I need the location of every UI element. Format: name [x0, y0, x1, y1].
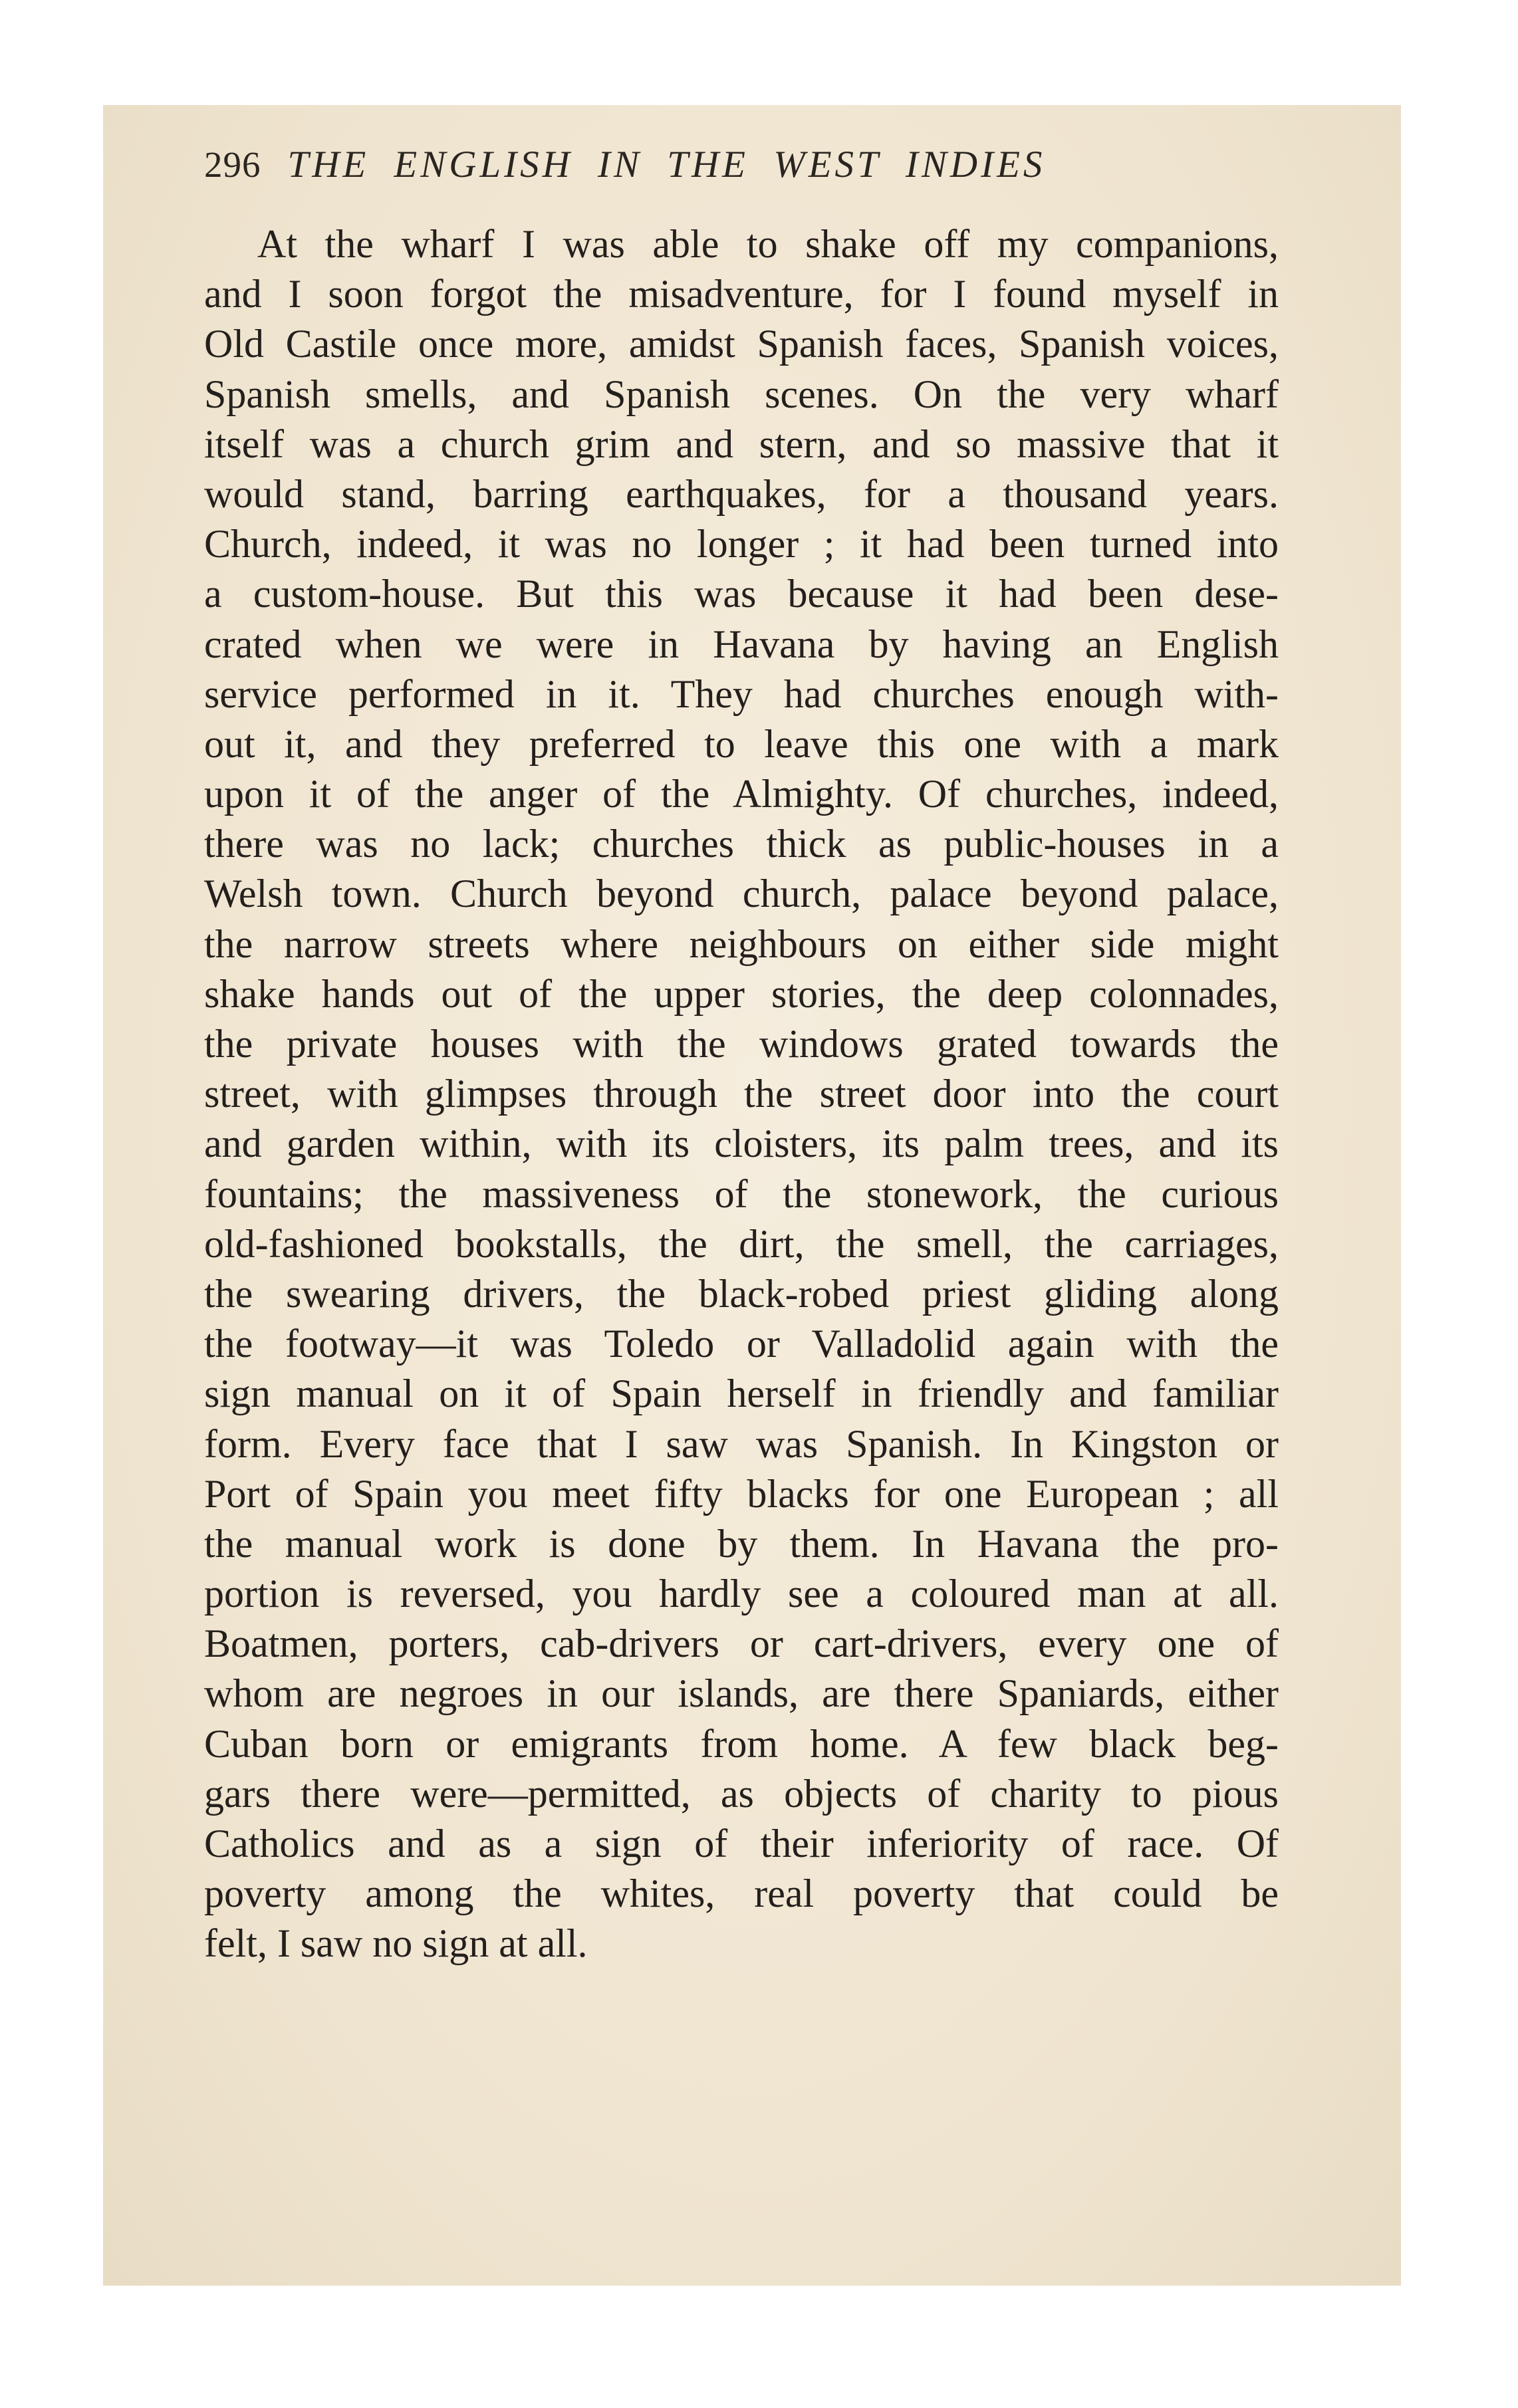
text-line: old-fashioned bookstalls, the dirt, the smell, the carriages, — [204, 1221, 1279, 1266]
text-line: Port of Spain you meet fifty blacks for one European ; all — [204, 1471, 1279, 1516]
text-line: upon it of the anger of the Almighty. Of churches, indeed, — [204, 772, 1279, 816]
text-line: the swearing drivers, the black-robed priest gliding along — [204, 1271, 1279, 1316]
text-line: Church, indeed, it was no longer ; it had been turned into — [204, 522, 1279, 566]
text-line: and I soon forgot the misadventure, for I found myself in — [204, 272, 1279, 316]
text-line: the narrow streets where neighbours on either side might — [204, 921, 1279, 966]
text-line: sign manual on it of Spain herself in friendly and familiar — [204, 1372, 1279, 1416]
text-line: there was no lack; churches thick as public-houses in a — [204, 822, 1279, 866]
text-line: itself was a church grim and stern, and so massive that it — [204, 421, 1279, 466]
text-line: Cuban born or emigrants from home. A few black beg- — [204, 1721, 1279, 1766]
text-line: the private houses with the windows grated towards the — [204, 1022, 1279, 1066]
text-line: whom are negroes in our islands, are there Spaniards, either — [204, 1671, 1279, 1716]
text-line: At the wharf I was able to shake off my companions, — [257, 222, 1279, 266]
text-line: crated when we were in Havana by having an English — [204, 622, 1279, 666]
text-line: portion is reversed, you hardly see a coloured man at all. — [204, 1572, 1279, 1616]
text-line: a custom-house. But this was because it had been dese- — [204, 572, 1279, 616]
text-line: Spanish smells, and Spanish scenes. On the very wharf — [204, 372, 1279, 416]
text-line: form. Every face that I saw was Spanish. In Kingston or — [204, 1421, 1279, 1466]
text-line: poverty among the whites, real poverty that could be — [204, 1871, 1279, 1916]
text-line: Welsh town. Church beyond church, palace beyond palace, — [204, 872, 1279, 916]
text-line: Boatmen, porters, cab-drivers or cart-drivers, every one of — [204, 1622, 1279, 1666]
running-title: THE ENGLISH IN THE WEST INDIES — [287, 144, 1046, 185]
text-line: gars there were—permitted, as objects of charity to pious — [204, 1771, 1279, 1816]
text-line: would stand, barring earthquakes, for a thousand years. — [204, 471, 1279, 516]
text-line: and garden within, with its cloisters, its palm trees, and its — [204, 1122, 1279, 1166]
text-line: felt, I saw no sign at all. — [204, 1921, 588, 1966]
body-paragraph — [204, 219, 1279, 1969]
text-line: Catholics and as a sign of their inferiority of race. Of — [204, 1822, 1279, 1866]
page-number: 296 — [204, 144, 261, 185]
text-line: Old Castile once more, amidst Spanish faces, Spanish voices, — [204, 322, 1279, 366]
text-line: the footway—it was Toledo or Valladolid again with the — [204, 1322, 1279, 1366]
running-header — [204, 143, 1202, 203]
text-line: service performed in it. They had churches enough with- — [204, 671, 1279, 716]
text-line: fountains; the massiveness of the stonework, the curious — [204, 1171, 1279, 1216]
text-line: the manual work is done by them. In Havana the pro- — [204, 1521, 1279, 1566]
text-line: out it, and they preferred to leave this one with a mark — [204, 721, 1279, 766]
text-line: street, with glimpses through the street door into the court — [204, 1072, 1279, 1116]
text-line: shake hands out of the upper stories, the deep colonnades, — [204, 971, 1279, 1016]
